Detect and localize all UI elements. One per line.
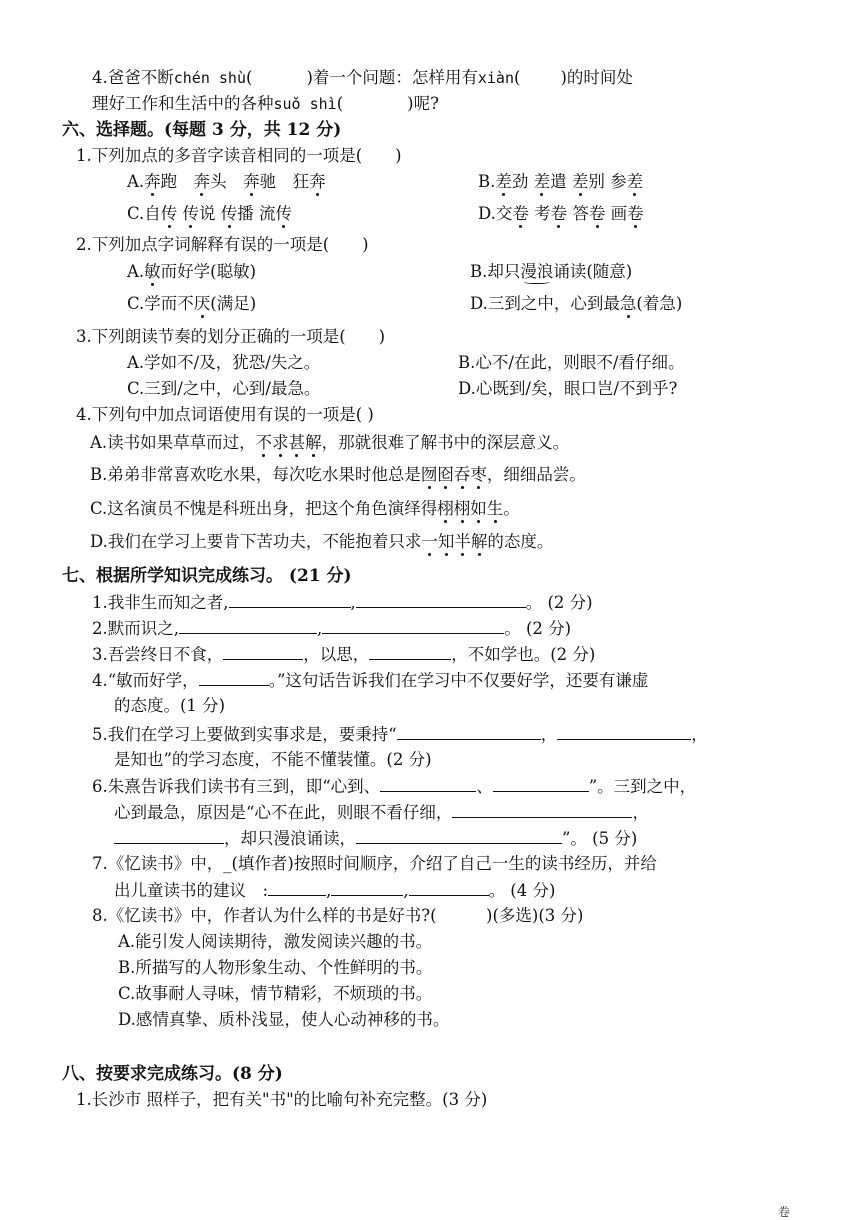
q7-7-cont: 出儿童读书的建议 : , , 。 (4 分) — [114, 878, 555, 903]
q7-8-option-c: C.故事耐人寻味，情节精彩，不烦琐的书。 — [118, 984, 433, 1003]
q6-3-option-b: B.心不/在此，则眼不/看仔细。 — [458, 353, 685, 372]
section6-title: 六、选择题。(每题 3 分，共 12 分) — [62, 120, 342, 140]
q7-5: 5.我们在学习上要做到实事求是，要秉持“ ， ， — [92, 722, 708, 747]
q7-8-option-b: B.所描写的人物形象生动、个性鲜明的书。 — [118, 958, 433, 977]
pinyin-suoshi: suǒ shì — [273, 95, 337, 113]
q7-4: 4.“敏而好学， 。”这句话告诉我们在学习中不仅要好学，还要有谦虚 — [92, 668, 648, 693]
q6-1-option-c: C.自传 传说 传播 流传 — [127, 204, 293, 223]
q7-1: 1.我非生而知之者, , 。 (2 分) — [92, 590, 593, 615]
q6-4-option-a: A.读书如果草草而过，不求甚解，那就很难了解书中的深层意义。 — [90, 433, 570, 452]
blank[interactable] — [557, 722, 691, 740]
blank[interactable] — [268, 878, 326, 896]
q7-7: 7.《忆读书》中，_(填作者)按照时间顺序，介绍了自己一生的读书经历，并给 — [92, 854, 657, 873]
q7-8-option-d: D.感情真挚、质朴浅显，使人心动神移的书。 — [118, 1010, 450, 1029]
q7-2: 2.默而识之, , 。 (2 分) — [92, 616, 571, 641]
blank[interactable] — [223, 642, 303, 660]
blank[interactable] — [493, 774, 589, 792]
q5-item4-line2: 理好工作和生活中的各种suǒ shì( )呢? — [92, 94, 439, 113]
q6-3-option-d: D.心既到/矣，眼口岂/不到乎? — [458, 379, 678, 398]
q7-3: 3.吾尝终日不食， ，以思， ，不如学也。(2 分) — [92, 642, 595, 667]
q8-1: 1.长沙市 照样子，把有关"书"的比喻句补充完整。(3 分) — [76, 1090, 488, 1109]
pinyin-xian: xiàn — [477, 69, 514, 87]
q7-5-cont: 是知也”的学习态度，不能不懂装懂。(2 分) — [114, 750, 432, 769]
q6-1-option-d: D.交卷 考卷 答卷 画卷 — [478, 204, 644, 223]
q6-3-option-a: A.学如不/及，犹恐/失之。 — [127, 353, 321, 372]
q6-2-option-a: A.敏而好学(聪敏) — [127, 262, 257, 281]
blank[interactable] — [331, 878, 403, 896]
blank[interactable] — [356, 826, 562, 844]
q6-2-stem: 2.下列加点字词解释有误的一项是( ) — [76, 235, 369, 254]
q7-8: 8.《忆读书》中，作者认为什么样的书是好书?( )(多选)(3 分) — [92, 906, 584, 925]
footer-mark: 卷 — [777, 1205, 790, 1219]
blank[interactable] — [114, 826, 224, 844]
blank[interactable] — [322, 616, 504, 634]
q7-6-cont: 心到最急，原因是“心不在此，则眼不看仔细， ， — [114, 800, 649, 825]
q6-4-stem: 4.下列句中加点词语使用有误的一项是( ) — [76, 405, 374, 424]
q6-4-option-c: C.这名演员不愧是科班出身，把这个角色演绎得栩栩如生。 — [90, 499, 520, 518]
blank[interactable] — [409, 878, 489, 896]
q7-6-cont2: ，却只漫浪诵读， ”。 (5 分) — [114, 826, 637, 851]
q7-6: 6.朱熹告诉我们读书有三到，即“心到、 、 ”。三到之中， — [92, 774, 696, 799]
blank[interactable] — [397, 722, 541, 740]
blank[interactable] — [452, 800, 632, 818]
blank[interactable] — [179, 616, 317, 634]
blank[interactable] — [380, 774, 476, 792]
blank[interactable] — [229, 590, 351, 608]
q6-1-option-a: A.奔跑 奔头 奔驰 狂奔 — [127, 172, 326, 191]
pinyin-chenshu: chén shù — [173, 69, 246, 87]
q5-item4-line1: 4.爸爸不断chén shù( )着一个问题：怎样用有xiàn( )的时间处 — [92, 68, 633, 87]
blank[interactable] — [356, 590, 526, 608]
q6-2-option-b: B.却只漫浪诵读(随意) — [470, 262, 633, 281]
blank[interactable] — [199, 668, 269, 686]
q6-3-stem: 3.下列朗读节奏的划分正确的一项是( ) — [76, 327, 386, 346]
q7-8-option-a: A.能引发人阅读期待，激发阅读兴趣的书。 — [118, 932, 433, 951]
section7-title: 七、根据所学知识完成练习。 (21 分) — [62, 566, 352, 586]
q6-4-option-d: D.我们在学习上要肯下苦功夫，不能抱着只求一知半解的态度。 — [90, 532, 554, 551]
q6-2-option-c: C.学而不厌(满足) — [127, 294, 257, 313]
q6-4-option-b: B.弟弟非常喜欢吃水果，每次吃水果时他总是囫囵吞枣，细细品尝。 — [90, 465, 586, 484]
blank[interactable] — [369, 642, 451, 660]
section8-title: 八、按要求完成练习。(8 分) — [62, 1064, 283, 1084]
q6-3-option-c: C.三到/之中，心到/最急。 — [127, 379, 321, 398]
q6-1-option-b: B.差劲 差遣 差别 参差 — [478, 172, 644, 191]
q6-2-option-d: D.三到之中，心到最急(着急) — [470, 294, 683, 313]
q7-4-cont: 的态度。(1 分) — [114, 696, 226, 715]
q6-1-stem: 1.下列加点的多音字读音相同的一项是( ) — [76, 146, 402, 165]
